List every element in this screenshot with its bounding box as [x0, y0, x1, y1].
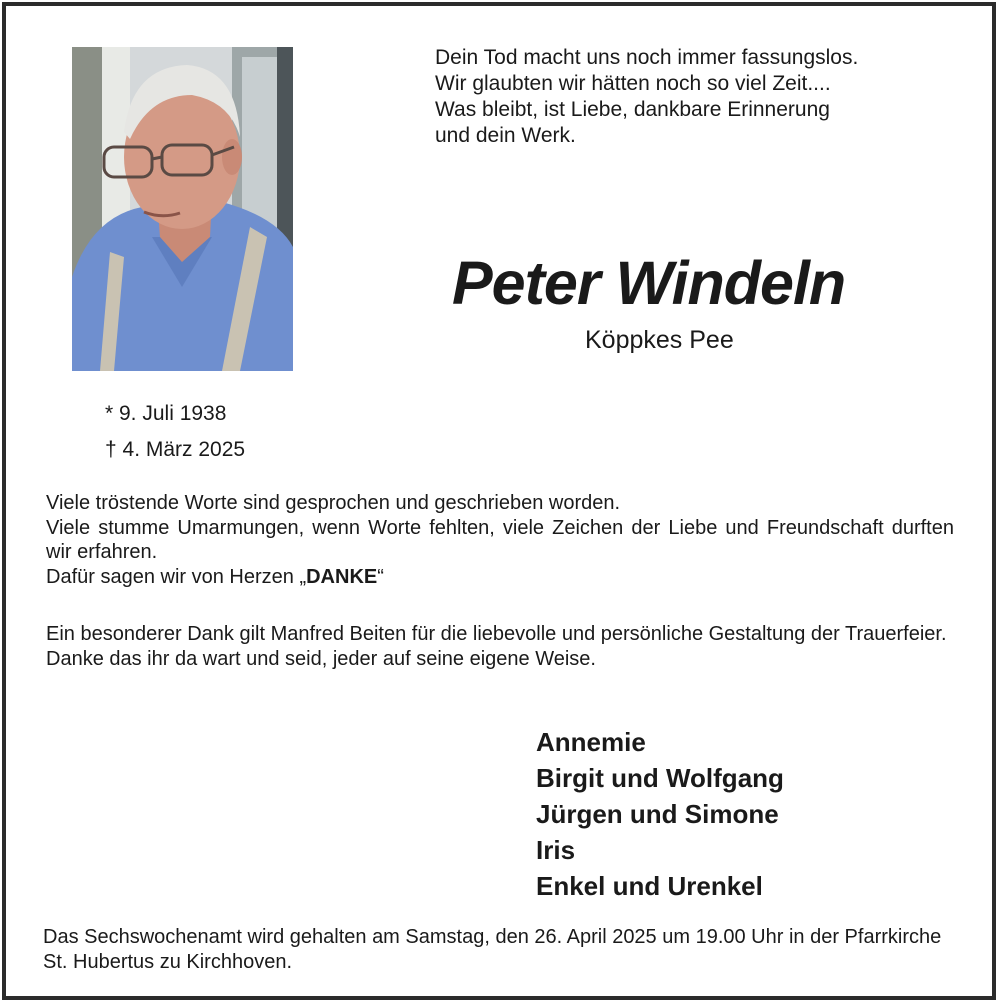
memorial-verse: Dein Tod macht uns noch immer fassungslos. Wir glaubten wir hätten noch so viel Zeit.... Was bleibt, ist Liebe, dankbare Erinnerung und dein Werk.	[435, 46, 859, 147]
thanks-line-3-suffix: “	[377, 565, 384, 588]
birth-date: * 9. Juli 1938	[105, 402, 227, 425]
thanks-line-3-prefix: Dafür sagen wir von Herzen „	[46, 565, 307, 588]
family-member: Enkel und Urenkel	[536, 871, 763, 901]
special-thanks-line-1: Ein besonderer Dank gilt Manfred Beiten für die liebevolle und persönliche Gestaltung der Trauerfeier.	[46, 623, 947, 645]
special-thanks-paragraph	[46, 622, 954, 671]
service-notice: Das Sechswochenamt wird gehalten am Samstag, den 26. April 2025 um 19.00 Uhr in der Pfarrkirche St. Hubertus zu Kirchhoven.	[43, 926, 942, 973]
special-thanks-line-2: Danke das ihr da wart und seid, jeder auf seine eigene Weise.	[46, 647, 596, 670]
deceased-name: Peter Windeln	[452, 249, 846, 317]
thanks-line-1: Viele tröstende Worte sind gesprochen und geschrieben worden.	[46, 492, 621, 514]
family-signatures	[536, 724, 784, 904]
family-member: Iris	[536, 835, 576, 865]
thanks-line-2: Viele stumme Umarmungen, wenn Worte fehlten, viele Zeichen der Liebe und Freundschaft durften wir erfahren.	[46, 516, 954, 563]
danke-emphasis: DANKE	[306, 565, 378, 588]
family-member: Annemie	[536, 727, 646, 757]
deceased-nickname: Köppkes Pee	[585, 326, 734, 354]
family-member: Birgit und Wolfgang	[536, 763, 784, 793]
thanks-line-3	[46, 565, 954, 590]
life-dates	[105, 396, 245, 468]
death-date: † 4. März 2025	[105, 438, 246, 461]
thanks-paragraph	[46, 491, 954, 589]
family-member: Jürgen und Simone	[536, 799, 779, 829]
portrait-photo	[72, 47, 293, 371]
